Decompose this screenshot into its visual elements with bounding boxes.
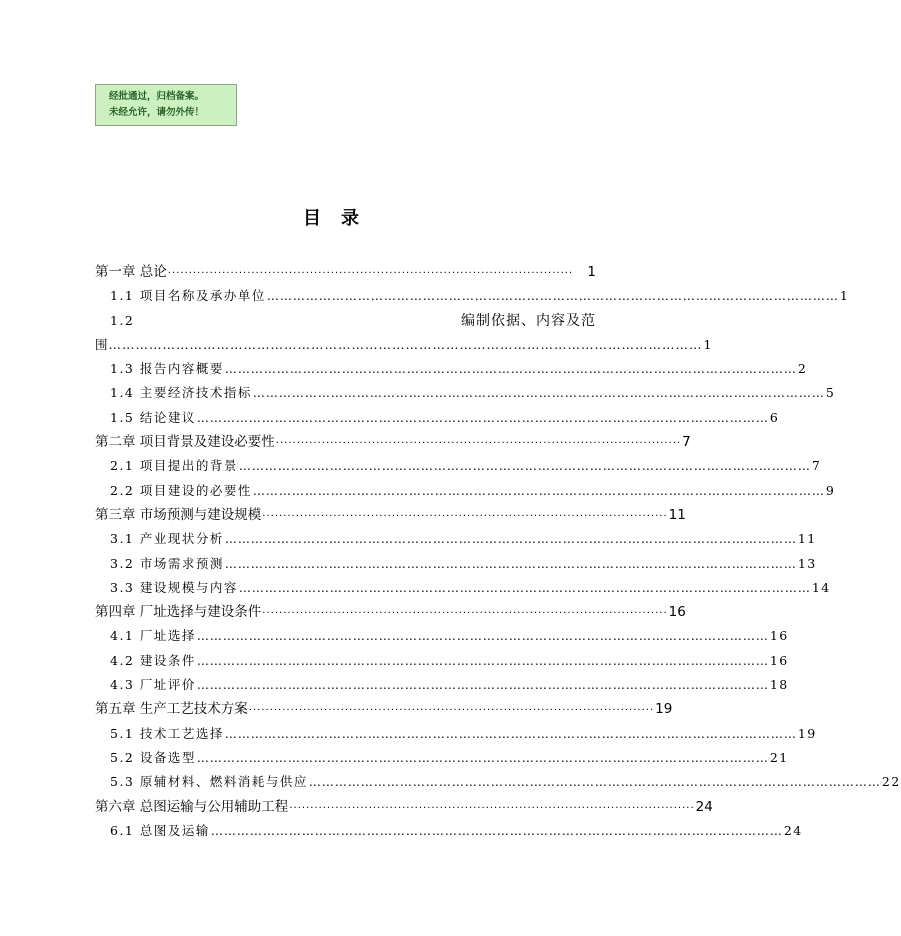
toc-chapter-entry[interactable] xyxy=(95,600,686,624)
table-of-contents xyxy=(95,260,901,843)
toc-dot-leader: …………………………………………………………………………………………………………………… xyxy=(196,678,769,693)
toc-section-entry[interactable] xyxy=(95,454,822,478)
toc-chapter-entry[interactable] xyxy=(95,430,691,454)
toc-page-number: 5 xyxy=(825,385,836,401)
toc-section-entry[interactable] xyxy=(95,527,817,551)
toc-page-number: 16 xyxy=(769,652,789,668)
toc-chapter-entry[interactable] xyxy=(95,795,713,819)
toc-dot-leader: …………………………………………………………………………………………………………………… xyxy=(238,459,811,474)
toc-page-number: 24 xyxy=(783,822,803,838)
toc-entry-title: 第一章 总论 xyxy=(95,264,167,280)
toc-section-entry[interactable] xyxy=(95,770,901,794)
toc-page-number: 24 xyxy=(695,798,713,815)
toc-entry-title: 5.2 设备选型 xyxy=(110,749,196,765)
toc-section-entry[interactable] xyxy=(95,576,831,600)
toc-entry-title: 3.1 产业现状分析 xyxy=(110,531,224,547)
toc-entry-title-continuation: 围 xyxy=(95,336,108,352)
toc-page-number: 14 xyxy=(811,579,831,595)
toc-section-entry[interactable] xyxy=(95,479,836,503)
toc-page-number: 1 xyxy=(587,264,596,280)
confidentiality-notice-box xyxy=(95,84,237,126)
toc-page-number: 7 xyxy=(811,458,822,474)
toc-entry-title: 第二章 项目背景及建设必要性 xyxy=(95,434,275,451)
toc-page-number: 18 xyxy=(769,677,789,693)
toc-page-number: 1 xyxy=(839,288,850,304)
toc-dot-leader: ································································································· xyxy=(262,608,668,620)
toc-dot-leader: …………………………………………………………………………………………………………………… xyxy=(224,556,797,571)
toc-dot-leader: ································································································· xyxy=(167,268,574,279)
toc-page-number: 7 xyxy=(682,434,691,451)
toc-section-entry[interactable] xyxy=(95,552,817,576)
toc-page-number: 19 xyxy=(655,701,673,718)
toc-entry-title: 2.2 项目建设的必要性 xyxy=(110,482,252,498)
toc-dot-leader: …………………………………………………………………………………………………………………… xyxy=(252,483,825,498)
toc-dot-leader: ································································································· xyxy=(248,705,655,717)
toc-dot-leader: ································································································· xyxy=(289,802,695,814)
toc-entry-title: 5.1 技术工艺选择 xyxy=(110,725,224,741)
toc-page-number: 22 xyxy=(881,774,901,790)
notice-line-2: 未经允许，请勿外传！ xyxy=(109,107,205,118)
toc-dot-leader: …………………………………………………………………………………………………………………… xyxy=(196,410,769,425)
toc-dot-leader: ································································································· xyxy=(262,510,668,522)
toc-section-entry[interactable] xyxy=(95,722,817,746)
toc-entry-number: 1.2 xyxy=(110,312,135,328)
toc-page-number: 2 xyxy=(797,361,808,377)
toc-page-number: 11 xyxy=(668,506,686,523)
toc-page-number: 19 xyxy=(797,725,817,741)
toc-chapter-entry[interactable] xyxy=(95,503,686,527)
toc-page-number: 16 xyxy=(668,604,686,621)
toc-page-number: 6 xyxy=(769,409,780,425)
toc-dot-leader: …………………………………………………………………………………………………………………… xyxy=(108,336,703,352)
toc-entry-title: 1.4 主要经济技术指标 xyxy=(110,385,252,401)
toc-chapter-entry[interactable] xyxy=(95,697,673,721)
toc-section-entry[interactable] xyxy=(95,357,808,381)
toc-page-number: 11 xyxy=(797,531,817,547)
toc-entry-title: 1.1 项目名称及承办单位 xyxy=(110,288,266,304)
toc-entry-title: 5.3 原辅材料、燃料消耗与供应 xyxy=(110,774,308,790)
toc-dot-leader: …………………………………………………………………………………………………………………… xyxy=(252,386,825,401)
toc-dot-leader: …………………………………………………………………………………………………………………… xyxy=(266,289,839,304)
toc-section-entry[interactable] xyxy=(95,649,789,673)
toc-entry-title: 2.1 项目提出的背景 xyxy=(110,458,238,474)
toc-entry-title: 4.1 厂址选择 xyxy=(110,628,196,644)
toc-dot-leader: …………………………………………………………………………………………………………………… xyxy=(196,750,769,765)
toc-page-number: 9 xyxy=(825,482,836,498)
toc-entry-continuation[interactable] xyxy=(95,333,712,357)
toc-entry-title: 6.1 总图及运输 xyxy=(110,822,210,838)
toc-entry-title: 4.2 建设条件 xyxy=(110,652,196,668)
toc-section-entry[interactable] xyxy=(95,381,836,405)
toc-dot-leader: …………………………………………………………………………………………………………………… xyxy=(196,629,769,644)
toc-entry-title: 3.3 建设规模与内容 xyxy=(110,579,238,595)
toc-dot-leader: …………………………………………………………………………………………………………………… xyxy=(238,580,811,595)
toc-page-number: 13 xyxy=(797,555,817,571)
toc-section-entry[interactable] xyxy=(95,673,789,697)
toc-entry-title: 1.5 结论建议 xyxy=(110,409,196,425)
toc-entry-title: 编制依据、内容及范 xyxy=(461,312,596,329)
toc-entry-title: 第四章 厂址选择与建设条件 xyxy=(95,604,262,621)
toc-section-entry[interactable] xyxy=(95,746,789,770)
toc-dot-leader: …………………………………………………………………………………………………………………… xyxy=(196,653,769,668)
toc-page-number: 16 xyxy=(769,628,789,644)
toc-dot-leader: …………………………………………………………………………………………………………………… xyxy=(224,726,797,741)
toc-dot-leader: ································································································· xyxy=(275,438,682,450)
toc-page-number: 21 xyxy=(769,749,789,765)
toc-entry-title: 4.3 厂址评价 xyxy=(110,677,196,693)
toc-chapter-entry[interactable] xyxy=(95,260,596,284)
toc-entry-title: 第六章 总图运输与公用辅助工程 xyxy=(95,798,289,815)
notice-line-1: 经批通过，归档备案。 xyxy=(109,91,205,102)
toc-entry-title: 第三章 市场预测与建设规模 xyxy=(95,506,262,523)
toc-entry-wrapped[interactable] xyxy=(95,309,596,333)
toc-dot-leader: …………………………………………………………………………………………………………………… xyxy=(224,362,797,377)
toc-section-entry[interactable] xyxy=(95,819,803,843)
toc-dot-leader: …………………………………………………………………………………………………………………… xyxy=(224,532,797,547)
toc-entry-title: 第五章 生产工艺技术方案 xyxy=(95,701,248,718)
page-title: 目录 xyxy=(303,208,379,229)
toc-section-entry[interactable] xyxy=(95,406,780,430)
toc-section-entry[interactable] xyxy=(95,624,789,648)
toc-entry-title: 3.2 市场需求预测 xyxy=(110,555,224,571)
toc-section-entry[interactable] xyxy=(95,284,850,308)
toc-entry-title: 1.3 报告内容概要 xyxy=(110,361,224,377)
toc-dot-leader: …………………………………………………………………………………………………………………… xyxy=(210,823,783,838)
toc-dot-leader: …………………………………………………………………………………………………………………… xyxy=(308,775,881,790)
toc-page-number: 1 xyxy=(703,336,712,352)
